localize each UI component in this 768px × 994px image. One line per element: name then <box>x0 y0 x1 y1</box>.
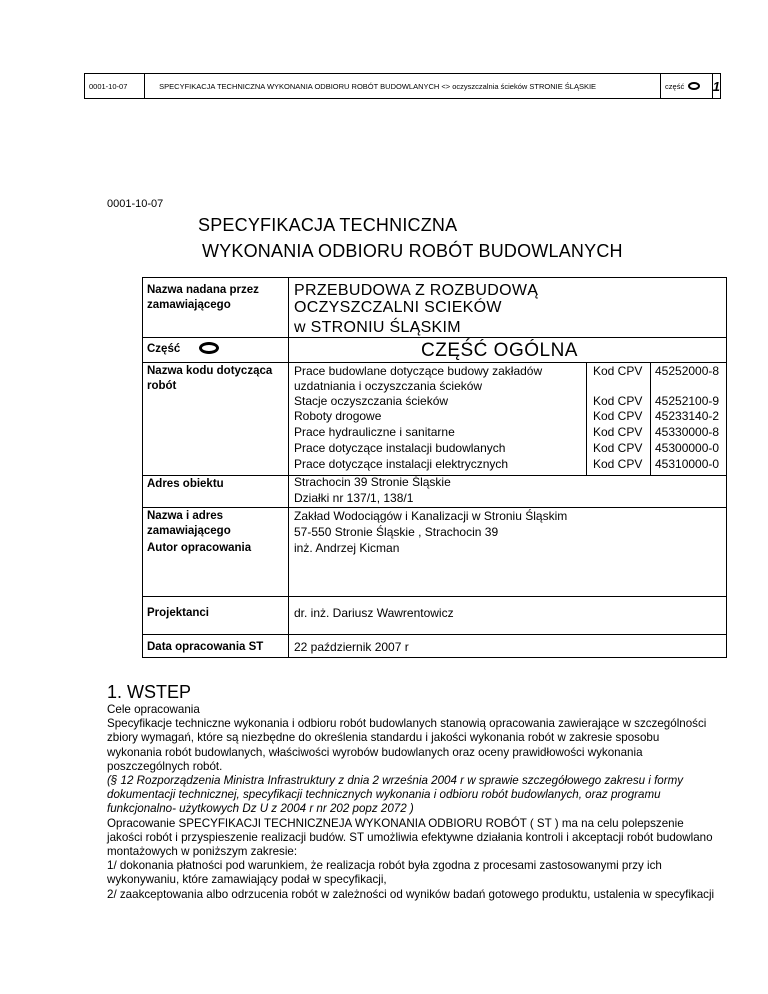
table-divider <box>143 634 726 635</box>
paragraph: 1/ dokonania płatności pod warunkiem, że realizacja robót była zgodna z procesami zastosowanymi przy ich wykonywaniu, które zamawiający podał w specyfikacji, <box>107 859 662 887</box>
code-name: Prace dotyczące instalacji elektrycznych <box>294 457 509 471</box>
project-name-line: w STRONIU ŚLĄSKIM <box>294 319 461 336</box>
table-divider <box>143 507 726 508</box>
label-column <box>143 278 289 657</box>
table-divider <box>143 596 726 597</box>
code-kod: Kod CPV <box>593 441 643 455</box>
header-part-label: część <box>665 81 685 91</box>
paragraph: Specyfikacje techniczne wykonania i odbioru robót budowlanych stanowią opracowania zawierające w szczególności zbiory wymagań, które są niezbędne do określenia standardu i jakości wykonania robót w zakresie sposobu wykonania robót budowlanych, właściwości wyrobów budowlanych oraz oceny prawidłowości wykonania poszczególnych robót. <box>107 717 707 773</box>
author-label: Autor opracowania <box>147 542 252 554</box>
code-number: 45300000-0 <box>655 441 720 455</box>
code-number: 45233140-2 <box>655 409 720 423</box>
code-kod: Kod CPV <box>593 394 643 408</box>
zero-ring-icon <box>688 82 700 90</box>
table-divider <box>143 362 726 363</box>
date-value: 22 październik 2007 r <box>294 640 409 654</box>
client-label: Nazwa i adres zamawiającego <box>147 510 231 537</box>
code-name: Prace hydrauliczne i sanitarne <box>294 425 455 439</box>
paragraph: Opracowanie SPECYFIKACJI TECHNICZNEJA WYKONANIA ODBIORU ROBÓT ( ST ) ma na celu polepszenie jakości robót i przyspieszenie realizacji budów. ST umożliwia efektywne działania kontroli i akceptacji robót budowlano montażowych w poniższym zakresie: <box>107 816 713 859</box>
code-column-divider <box>650 362 651 475</box>
running-header <box>84 73 721 99</box>
author-value: inż. Andrzej Kicman <box>294 541 400 555</box>
header-part <box>661 74 713 98</box>
code-name: Roboty drogowe <box>294 409 382 423</box>
paragraph: (§ 12 Rozporządzenia Ministra Infrastruktury z dnia 2 września 2004 r w sprawie szczegółowego zakresu i formy dokumentacji technicznej, specyfikacji technicznych wykonania i odbioru robót budowlanych, oraz programu funkcjonalno- użytkowych Dz U z 2004 r nr 202 popz 2072 ) <box>107 774 684 816</box>
page-number: 1 <box>712 78 720 94</box>
table-divider <box>143 337 726 338</box>
document-title-line2: WYKONANIA ODBIORU ROBÓT BUDOWLANYCH <box>202 241 623 261</box>
document-title-line1: SPECYFIKACJA TECHNICZNA <box>198 215 458 235</box>
date-label: Data opracowania ST <box>147 641 264 653</box>
document-number: 0001-10-07 <box>107 198 164 210</box>
code-number: 45252100-9 <box>655 394 720 408</box>
code-kod: Kod CPV <box>593 425 643 439</box>
code-name: Prace dotyczące instalacji budowlanych <box>294 441 506 455</box>
client-line: Zakład Wodociągów i Kanalizacji w Stroniu Śląskim <box>294 509 568 523</box>
paragraph: Cele opracowania <box>107 703 200 716</box>
code-kod: Kod CPV <box>593 409 643 423</box>
header-code: 0001-10-07 <box>85 74 145 98</box>
code-number: 45252000-8 <box>655 364 720 378</box>
section-body <box>107 703 717 902</box>
code-label: Nazwa kodu dotycząca robót <box>147 365 273 392</box>
part-value: CZĘŚĆ OGÓLNA <box>421 340 578 361</box>
code-kod: Kod CPV <box>593 364 643 378</box>
designers-label: Projektanci <box>147 607 209 619</box>
code-name: uzdatniania i oczyszczania ścieków <box>294 379 483 393</box>
part-label: Część <box>147 343 181 355</box>
code-column-divider <box>586 362 587 475</box>
designers-value: dr. inż. Dariusz Wawrentowicz <box>294 606 454 620</box>
project-name-line: OCZYSZCZALNI SCIEKÓW <box>294 299 502 316</box>
project-name-line: PRZEBUDOWA Z ROZBUDOWĄ <box>294 282 539 299</box>
name-label: Nazwa nadana przez zamawiającego <box>147 284 259 311</box>
address-line: Strachocin 39 Stronie Śląskie <box>294 475 451 489</box>
client-line: 57-550 Stronie Śląskie , Strachocin 39 <box>294 525 499 539</box>
header-title: SPECYFIKACJA TECHNICZNA WYKONANIA ODBIORU ROBÓT BUDOWLANYCH <> oczyszczalnia ścieków STRONIE ŚLĄSKIE <box>145 74 661 98</box>
address-label: Adres obiektu <box>147 478 224 490</box>
info-table <box>142 277 727 658</box>
code-name: Prace budowlane dotyczące budowy zakładów <box>294 364 543 378</box>
code-number: 45330000-8 <box>655 425 720 439</box>
code-kod: Kod CPV <box>593 457 643 471</box>
paragraph: 2/ zaakceptowania albo odrzucenia robót w zależności od wyników badań gotowego produktu, ustalenia w specyfikacji <box>107 887 715 901</box>
address-line: Działki nr 137/1, 138/1 <box>294 491 414 505</box>
section-title: 1. WSTEP <box>107 682 192 702</box>
code-number: 45310000-0 <box>655 457 720 471</box>
zero-ring-icon <box>199 342 219 354</box>
code-name: Stacje oczyszczania ścieków <box>294 394 449 408</box>
